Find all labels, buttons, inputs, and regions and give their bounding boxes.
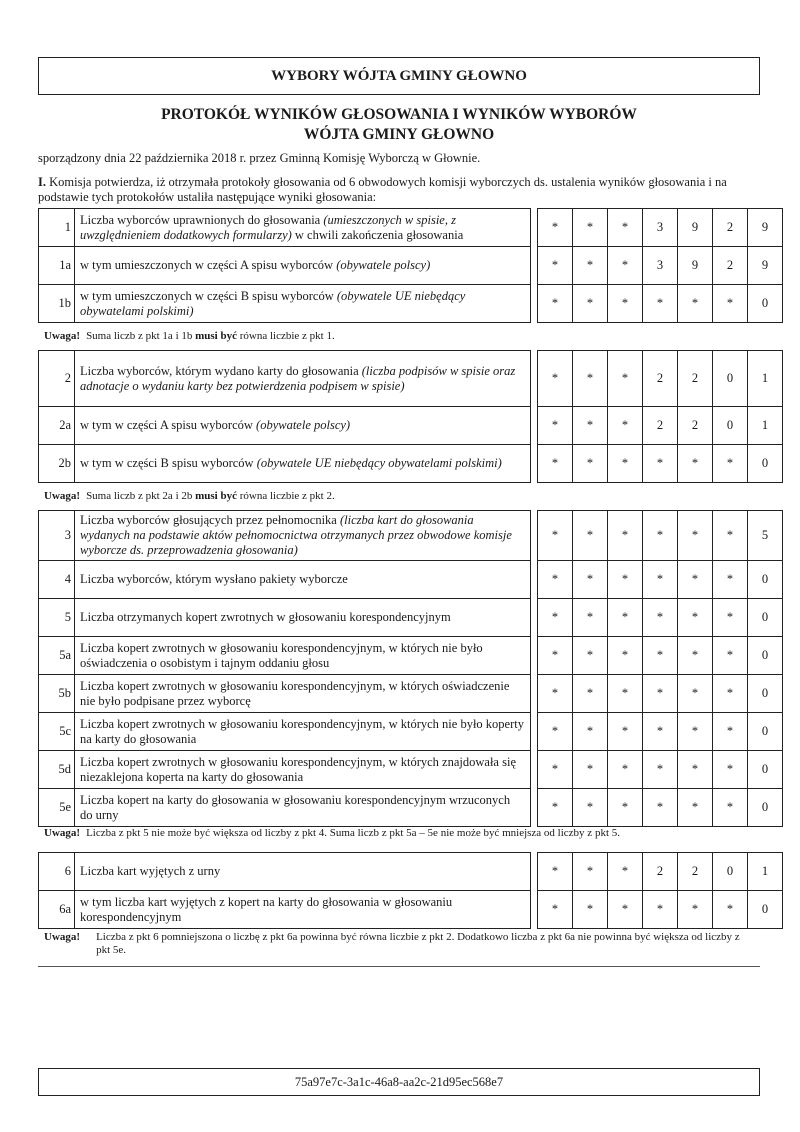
table-row xyxy=(39,751,783,789)
digit-cell: 2 xyxy=(678,853,713,891)
digit-cell: 0 xyxy=(748,789,783,827)
digit-cell: * xyxy=(573,351,608,407)
digit-cell: * xyxy=(713,445,748,483)
note-label: Uwaga! xyxy=(44,827,81,839)
table-row xyxy=(39,853,783,891)
cell-gap xyxy=(531,675,538,713)
row-number: 1a xyxy=(39,247,75,285)
digit-cell: * xyxy=(538,209,573,247)
table-row xyxy=(39,675,783,713)
table-row xyxy=(39,247,783,285)
digit-cell: * xyxy=(678,789,713,827)
divider-line xyxy=(38,966,760,967)
drawn-up-statement: sporządzony dnia 22 października 2018 r. przez Gminną Komisję Wyborczą w Głownie. xyxy=(38,151,481,165)
intro-label: I. xyxy=(38,175,46,189)
row-description: Liczba kart wyjętych z urny xyxy=(75,853,531,891)
digit-cell: * xyxy=(538,285,573,323)
digit-cell: 5 xyxy=(748,511,783,561)
row-description: Liczba kopert na karty do głosowania w głosowaniu korespondencyjnym wrzuconych do urny xyxy=(75,789,531,827)
digit-cell: * xyxy=(573,637,608,675)
table-row xyxy=(39,511,783,561)
table-row xyxy=(39,891,783,929)
note-section-3: Uwaga! Liczba z pkt 5 nie może być większa od liczby z pkt 4. Suma liczb z pkt 5a – 5e nie może być mniejsza od liczby z pkt 5. xyxy=(44,827,620,839)
digit-cell: 0 xyxy=(748,751,783,789)
row-description: Liczba kopert zwrotnych w głosowaniu korespondencyjnym, w których nie było koperty na karty do głosowania xyxy=(75,713,531,751)
digit-cell: 0 xyxy=(748,445,783,483)
digit-cell: * xyxy=(643,751,678,789)
digit-cell: * xyxy=(608,285,643,323)
digit-cell: * xyxy=(538,789,573,827)
digit-cell: * xyxy=(643,713,678,751)
note-section-2: Uwaga! Suma liczb z pkt 2a i 2b musi być równa liczbie z pkt 2. xyxy=(44,490,335,502)
table-row xyxy=(39,209,783,247)
row-description: Liczba wyborców uprawnionych do głosowania (umieszczonych w spisie, z uwzględnieniem dodatkowych formularzy) w chwili zakończenia głosowania xyxy=(75,209,531,247)
digit-cell: * xyxy=(608,407,643,445)
table-row xyxy=(39,407,783,445)
digit-cell: * xyxy=(573,209,608,247)
digit-cell: * xyxy=(573,561,608,599)
cell-gap xyxy=(531,561,538,599)
row-description: Liczba wyborców, którym wydano karty do głosowania (liczba podpisów w spisie oraz adnotacje o wydaniu karty bez potwierdzenia podpisem w spisie) xyxy=(75,351,531,407)
digit-cell: * xyxy=(713,637,748,675)
table-row xyxy=(39,445,783,483)
row-number: 1 xyxy=(39,209,75,247)
intro-paragraph xyxy=(38,175,763,205)
digit-cell: 1 xyxy=(748,853,783,891)
digit-cell: * xyxy=(643,599,678,637)
row-number: 3 xyxy=(39,511,75,561)
digit-cell: * xyxy=(573,675,608,713)
cell-gap xyxy=(531,891,538,929)
digit-cell: 2 xyxy=(678,351,713,407)
row-description: Liczba kopert zwrotnych w głosowaniu korespondencyjnym, w których oświadczenie nie było podpisane przez wyborcę xyxy=(75,675,531,713)
digit-cell: * xyxy=(538,351,573,407)
digit-cell: 0 xyxy=(713,351,748,407)
digit-cell: * xyxy=(643,637,678,675)
header-title-box xyxy=(38,57,760,95)
footer-box xyxy=(38,1068,760,1096)
cell-gap xyxy=(531,407,538,445)
digit-cell: * xyxy=(573,751,608,789)
cell-gap xyxy=(531,789,538,827)
digit-cell: * xyxy=(678,285,713,323)
digit-cell: * xyxy=(538,445,573,483)
digit-cell: 2 xyxy=(713,209,748,247)
cell-gap xyxy=(531,445,538,483)
digit-cell: 2 xyxy=(678,407,713,445)
table-row xyxy=(39,599,783,637)
row-number: 2 xyxy=(39,351,75,407)
row-description: w tym w części A spisu wyborców (obywatele polscy) xyxy=(75,407,531,445)
digit-cell: * xyxy=(643,561,678,599)
digit-cell: * xyxy=(573,407,608,445)
digit-cell: * xyxy=(538,713,573,751)
digit-cell: * xyxy=(713,285,748,323)
digit-cell: * xyxy=(538,675,573,713)
digit-cell: * xyxy=(608,445,643,483)
cell-gap xyxy=(531,351,538,407)
row-description: w tym umieszczonych w części B spisu wyborców (obywatele UE niebędący obywatelami polskimi) xyxy=(75,285,531,323)
cell-gap xyxy=(531,713,538,751)
digit-cell: * xyxy=(538,511,573,561)
digit-cell: 2 xyxy=(643,351,678,407)
row-description: w tym umieszczonych w części A spisu wyborców (obywatele polscy) xyxy=(75,247,531,285)
cell-gap xyxy=(531,853,538,891)
digit-cell: * xyxy=(538,891,573,929)
digit-cell: 9 xyxy=(748,209,783,247)
table-section-4 xyxy=(38,852,783,929)
protocol-title xyxy=(38,105,760,145)
digit-cell: * xyxy=(713,675,748,713)
digit-cell: 0 xyxy=(748,675,783,713)
digit-cell: 1 xyxy=(748,351,783,407)
digit-cell: 0 xyxy=(748,713,783,751)
cell-gap xyxy=(531,209,538,247)
digit-cell: * xyxy=(538,247,573,285)
digit-cell: * xyxy=(713,511,748,561)
digit-cell: * xyxy=(678,713,713,751)
digit-cell: * xyxy=(678,511,713,561)
digit-cell: 9 xyxy=(678,247,713,285)
row-number: 1b xyxy=(39,285,75,323)
table-row xyxy=(39,285,783,323)
digit-cell: * xyxy=(573,713,608,751)
note-section-1: Uwaga! Suma liczb z pkt 1a i 1b musi być równa liczbie z pkt 1. xyxy=(44,330,335,342)
digit-cell: 3 xyxy=(643,247,678,285)
note-label: Uwaga! xyxy=(44,330,81,342)
protocol-title-line2: WÓJTA GMINY GŁOWNO xyxy=(303,126,495,143)
digit-cell: * xyxy=(538,751,573,789)
digit-cell: 0 xyxy=(713,853,748,891)
row-description: w tym liczba kart wyjętych z kopert na karty do głosowania w głosowaniu korespondencyjnym xyxy=(75,891,531,929)
table-section-1 xyxy=(38,208,783,323)
digit-cell: * xyxy=(643,891,678,929)
digit-cell: 0 xyxy=(748,891,783,929)
row-number: 5b xyxy=(39,675,75,713)
cell-gap xyxy=(531,247,538,285)
digit-cell: * xyxy=(538,561,573,599)
digit-cell: * xyxy=(713,751,748,789)
row-number: 5 xyxy=(39,599,75,637)
document-id: 75a97e7c-3a1c-46a8-aa2c-21d95ec568e7 xyxy=(294,1074,504,1089)
table-row xyxy=(39,713,783,751)
digit-cell: 3 xyxy=(643,209,678,247)
row-description: Liczba wyborców głosujących przez pełnomocnika (liczba kart do głosowania wydanych na podstawie aktów pełnomocnictwa otrzymanych przez obwodowe komisje wyborcze ds. przeprowadzenia głosowania) xyxy=(75,511,531,561)
digit-cell: 0 xyxy=(748,637,783,675)
digit-cell: * xyxy=(573,445,608,483)
digit-cell: 9 xyxy=(748,247,783,285)
digit-cell: 2 xyxy=(713,247,748,285)
digit-cell: * xyxy=(608,511,643,561)
row-number: 5c xyxy=(39,713,75,751)
digit-cell: * xyxy=(608,789,643,827)
row-number: 5a xyxy=(39,637,75,675)
digit-cell: * xyxy=(713,599,748,637)
digit-cell: * xyxy=(643,511,678,561)
cell-gap xyxy=(531,285,538,323)
table-row xyxy=(39,561,783,599)
digit-cell: * xyxy=(538,637,573,675)
intro-text: Komisja potwierdza, iż otrzymała protokoły głosowania od 6 obwodowych komisji wyborczych ds. ustalenia wyników głosowania i na podstawie tych protokołów ustaliła następujące wyniki głosowania: xyxy=(38,175,727,204)
digit-cell: * xyxy=(608,891,643,929)
digit-cell: * xyxy=(678,675,713,713)
cell-gap xyxy=(531,511,538,561)
note-label: Uwaga! xyxy=(44,490,81,502)
row-number: 6a xyxy=(39,891,75,929)
cell-gap xyxy=(531,637,538,675)
digit-cell: * xyxy=(573,285,608,323)
digit-cell: * xyxy=(678,599,713,637)
row-number: 5d xyxy=(39,751,75,789)
note-label: Uwaga! xyxy=(44,931,81,943)
digit-cell: * xyxy=(678,751,713,789)
digit-cell: * xyxy=(643,789,678,827)
protocol-title-line1: PROTOKÓŁ WYNIKÓW GŁOSOWANIA I WYNIKÓW WYBORÓW xyxy=(161,106,637,123)
digit-cell: 0 xyxy=(713,407,748,445)
row-number: 6 xyxy=(39,853,75,891)
digit-cell: * xyxy=(713,891,748,929)
digit-cell: * xyxy=(608,351,643,407)
table-section-2 xyxy=(38,350,783,483)
digit-cell: * xyxy=(538,853,573,891)
cell-gap xyxy=(531,599,538,637)
table-row xyxy=(39,351,783,407)
digit-cell: 1 xyxy=(748,407,783,445)
cell-gap xyxy=(531,751,538,789)
digit-cell: * xyxy=(678,445,713,483)
digit-cell: 2 xyxy=(643,853,678,891)
row-number: 4 xyxy=(39,561,75,599)
row-number: 5e xyxy=(39,789,75,827)
digit-cell: * xyxy=(713,561,748,599)
digit-cell: * xyxy=(608,751,643,789)
header-title: WYBORY WÓJTA GMINY GŁOWNO xyxy=(271,67,527,84)
digit-cell: * xyxy=(608,675,643,713)
table-row xyxy=(39,789,783,827)
digit-cell: * xyxy=(573,247,608,285)
row-number: 2a xyxy=(39,407,75,445)
digit-cell: * xyxy=(573,511,608,561)
digit-cell: 9 xyxy=(678,209,713,247)
digit-cell: * xyxy=(573,891,608,929)
digit-cell: * xyxy=(608,209,643,247)
digit-cell: * xyxy=(608,247,643,285)
digit-cell: * xyxy=(713,713,748,751)
digit-cell: * xyxy=(643,285,678,323)
row-description: Liczba otrzymanych kopert zwrotnych w głosowaniu korespondencyjnym xyxy=(75,599,531,637)
note-section-4: Uwaga! Liczba z pkt 6 pomniejszona o liczbę z pkt 6a powinna być równa liczbie z pkt 2. Dodatkowo liczba z pkt 6a nie powinna być większa od liczby z pkt 5e. xyxy=(44,931,740,956)
digit-cell: * xyxy=(573,853,608,891)
digit-cell: 0 xyxy=(748,561,783,599)
digit-cell: * xyxy=(608,561,643,599)
digit-cell: * xyxy=(538,599,573,637)
digit-cell: * xyxy=(608,713,643,751)
row-description: w tym w części B spisu wyborców (obywatele UE niebędący obywatelami polskimi) xyxy=(75,445,531,483)
digit-cell: * xyxy=(538,407,573,445)
digit-cell: * xyxy=(678,561,713,599)
digit-cell: * xyxy=(573,789,608,827)
digit-cell: 2 xyxy=(643,407,678,445)
row-description: Liczba wyborców, którym wysłano pakiety wyborcze xyxy=(75,561,531,599)
digit-cell: 0 xyxy=(748,285,783,323)
digit-cell: * xyxy=(713,789,748,827)
table-row xyxy=(39,637,783,675)
digit-cell: * xyxy=(643,675,678,713)
digit-cell: * xyxy=(573,599,608,637)
digit-cell: 0 xyxy=(748,599,783,637)
row-description: Liczba kopert zwrotnych w głosowaniu korespondencyjnym, w których znajdowała się niezaklejona koperta na karty do głosowania xyxy=(75,751,531,789)
digit-cell: * xyxy=(643,445,678,483)
digit-cell: * xyxy=(608,637,643,675)
row-number: 2b xyxy=(39,445,75,483)
table-section-3 xyxy=(38,510,783,827)
digit-cell: * xyxy=(678,891,713,929)
digit-cell: * xyxy=(608,853,643,891)
digit-cell: * xyxy=(608,599,643,637)
row-description: Liczba kopert zwrotnych w głosowaniu korespondencyjnym, w których nie było oświadczenia o osobistym i tajnym oddaniu głosu xyxy=(75,637,531,675)
digit-cell: * xyxy=(678,637,713,675)
